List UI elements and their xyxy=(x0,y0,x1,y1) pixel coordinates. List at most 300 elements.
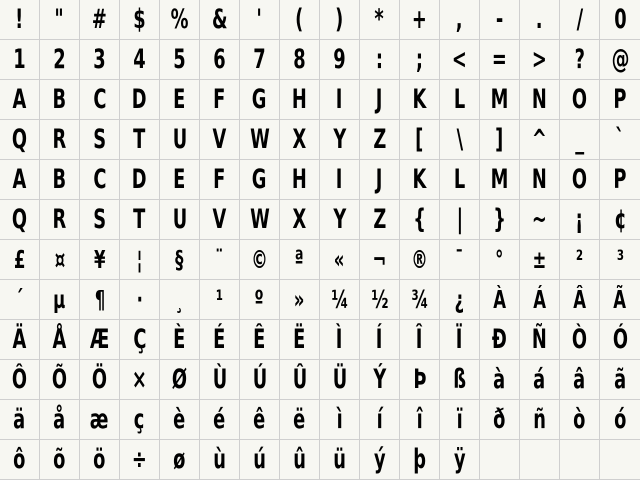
glyph-cell[interactable] xyxy=(280,280,320,320)
glyph: M xyxy=(490,164,509,195)
glyph-cell[interactable] xyxy=(0,0,40,40)
glyph-cell[interactable] xyxy=(160,440,200,480)
glyph: ? xyxy=(574,44,585,75)
glyph: X xyxy=(292,204,307,235)
glyph: W xyxy=(249,124,270,155)
glyph: » xyxy=(294,285,305,314)
glyph-cell[interactable] xyxy=(520,280,560,320)
glyph-cell[interactable] xyxy=(240,320,280,360)
glyph-cell[interactable] xyxy=(440,120,480,160)
glyph: é xyxy=(213,404,226,435)
glyph-cell[interactable] xyxy=(280,80,320,120)
glyph-cell[interactable] xyxy=(0,240,40,280)
glyph-cell[interactable] xyxy=(400,160,440,200)
glyph: á xyxy=(533,364,546,395)
glyph: T xyxy=(133,124,146,155)
glyph-cell[interactable] xyxy=(320,360,360,400)
glyph: A xyxy=(12,164,27,195)
glyph: & xyxy=(211,4,228,35)
glyph-cell[interactable] xyxy=(120,320,160,360)
glyph: , xyxy=(456,4,463,35)
glyph-cell[interactable] xyxy=(80,160,120,200)
glyph: 0 xyxy=(613,4,627,35)
glyph: P xyxy=(613,84,627,115)
glyph: Ç xyxy=(132,324,147,355)
glyph-cell[interactable] xyxy=(480,80,520,120)
glyph-cell[interactable] xyxy=(600,80,640,120)
glyph: ( xyxy=(295,4,304,35)
glyph-cell[interactable] xyxy=(80,440,120,480)
glyph-cell[interactable] xyxy=(320,80,360,120)
glyph: Ø xyxy=(171,364,188,395)
glyph-cell[interactable] xyxy=(240,360,280,400)
glyph-cell[interactable] xyxy=(560,0,600,40)
glyph-cell[interactable] xyxy=(440,320,480,360)
glyph-cell[interactable] xyxy=(120,440,160,480)
glyph-cell[interactable] xyxy=(200,0,240,40)
glyph-cell[interactable] xyxy=(480,120,520,160)
glyph: ë xyxy=(293,404,306,435)
glyph-cell[interactable] xyxy=(200,360,240,400)
glyph-cell[interactable] xyxy=(600,280,640,320)
glyph: Ù xyxy=(212,364,227,395)
glyph-cell[interactable] xyxy=(600,0,640,40)
glyph-cell[interactable] xyxy=(80,80,120,120)
glyph: A xyxy=(12,84,27,115)
glyph-cell[interactable] xyxy=(440,40,480,80)
glyph: ä xyxy=(13,404,26,435)
glyph-cell[interactable] xyxy=(440,240,480,280)
glyph-cell[interactable] xyxy=(320,40,360,80)
glyph-cell[interactable] xyxy=(80,0,120,40)
glyph-cell[interactable] xyxy=(160,360,200,400)
glyph-cell[interactable] xyxy=(400,440,440,480)
glyph: C xyxy=(92,84,107,115)
glyph: ÷ xyxy=(132,444,147,475)
glyph-cell[interactable] xyxy=(160,120,200,160)
glyph-cell[interactable] xyxy=(360,440,400,480)
glyph: Õ xyxy=(51,364,68,395)
glyph: ¾ xyxy=(410,285,429,314)
glyph-cell[interactable] xyxy=(480,320,520,360)
glyph: Ð xyxy=(492,324,507,355)
glyph-cell[interactable] xyxy=(280,200,320,240)
glyph-cell[interactable] xyxy=(120,40,160,80)
glyph-cell[interactable] xyxy=(320,0,360,40)
glyph-cell[interactable] xyxy=(120,400,160,440)
glyph-cell[interactable] xyxy=(480,440,520,480)
glyph-cell[interactable] xyxy=(240,440,280,480)
glyph-cell[interactable] xyxy=(80,360,120,400)
glyph-cell[interactable] xyxy=(560,160,600,200)
glyph: R xyxy=(52,124,67,155)
glyph: 9 xyxy=(333,44,346,75)
glyph: S xyxy=(93,204,106,235)
glyph: ¢ xyxy=(613,204,627,235)
glyph: T xyxy=(133,204,146,235)
glyph: â xyxy=(573,364,586,395)
glyph: L xyxy=(453,84,466,115)
glyph: ì xyxy=(336,404,343,435)
glyph-cell[interactable] xyxy=(160,40,200,80)
glyph: ¡ xyxy=(575,204,584,235)
glyph-cell[interactable] xyxy=(520,80,560,120)
glyph-cell[interactable] xyxy=(440,80,480,120)
glyph: _ xyxy=(575,124,584,155)
glyph-cell[interactable] xyxy=(480,280,520,320)
glyph-cell[interactable] xyxy=(200,160,240,200)
glyph-cell[interactable] xyxy=(400,320,440,360)
glyph-cell[interactable] xyxy=(80,240,120,280)
glyph-cell[interactable] xyxy=(280,120,320,160)
glyph-cell[interactable] xyxy=(480,240,520,280)
glyph-cell[interactable] xyxy=(320,160,360,200)
glyph-cell[interactable] xyxy=(0,40,40,80)
glyph-cell[interactable] xyxy=(120,360,160,400)
glyph-cell[interactable] xyxy=(400,0,440,40)
glyph: N xyxy=(532,84,547,115)
glyph-cell[interactable] xyxy=(560,200,600,240)
glyph-cell[interactable] xyxy=(600,400,640,440)
glyph-cell[interactable] xyxy=(480,40,520,80)
glyph-cell[interactable] xyxy=(400,240,440,280)
glyph-cell[interactable] xyxy=(600,360,640,400)
glyph-cell[interactable] xyxy=(200,240,240,280)
glyph-cell[interactable] xyxy=(560,120,600,160)
glyph-cell[interactable] xyxy=(80,40,120,80)
glyph: 2 xyxy=(53,44,66,75)
glyph-cell[interactable] xyxy=(240,160,280,200)
glyph: Ä xyxy=(12,324,27,355)
glyph-cell[interactable] xyxy=(560,440,600,480)
glyph: Ã xyxy=(613,285,627,314)
glyph-cell[interactable] xyxy=(440,160,480,200)
glyph-cell[interactable] xyxy=(560,240,600,280)
glyph-cell[interactable] xyxy=(0,80,40,120)
glyph-cell[interactable] xyxy=(160,280,200,320)
glyph: 4 xyxy=(133,44,146,75)
glyph-cell[interactable] xyxy=(280,240,320,280)
glyph: ! xyxy=(15,4,24,35)
glyph-cell[interactable] xyxy=(40,360,80,400)
glyph: Ó xyxy=(612,324,628,355)
glyph-cell[interactable] xyxy=(240,0,280,40)
glyph: ½ xyxy=(370,285,389,314)
glyph: Y xyxy=(333,204,346,235)
glyph-cell[interactable] xyxy=(400,200,440,240)
glyph-cell[interactable] xyxy=(160,80,200,120)
glyph: 6 xyxy=(213,44,226,75)
glyph-cell[interactable] xyxy=(440,200,480,240)
glyph-cell[interactable] xyxy=(240,40,280,80)
glyph: æ xyxy=(90,404,109,435)
glyph-cell[interactable] xyxy=(240,240,280,280)
glyph: U xyxy=(172,124,187,155)
glyph: Â xyxy=(573,285,586,314)
glyph-cell[interactable] xyxy=(160,200,200,240)
glyph-cell[interactable] xyxy=(560,400,600,440)
glyph: ¯ xyxy=(455,245,464,274)
glyph: ç xyxy=(134,404,145,435)
glyph-cell[interactable] xyxy=(200,80,240,120)
glyph-cell[interactable] xyxy=(200,400,240,440)
glyph-cell[interactable] xyxy=(520,400,560,440)
glyph: Í xyxy=(376,324,383,355)
glyph: Q xyxy=(11,124,28,155)
glyph-cell[interactable] xyxy=(0,120,40,160)
glyph: Y xyxy=(333,124,346,155)
glyph-cell[interactable] xyxy=(600,440,640,480)
glyph-cell[interactable] xyxy=(40,240,80,280)
glyph-cell[interactable] xyxy=(40,400,80,440)
glyph-cell[interactable] xyxy=(400,400,440,440)
glyph: « xyxy=(334,245,345,274)
glyph: : xyxy=(375,44,384,75)
glyph-cell[interactable] xyxy=(600,120,640,160)
glyph: { xyxy=(413,204,426,235)
glyph: M xyxy=(490,84,509,115)
glyph-cell[interactable] xyxy=(360,80,400,120)
glyph-cell[interactable] xyxy=(240,80,280,120)
glyph-cell[interactable] xyxy=(280,40,320,80)
glyph: Ú xyxy=(252,364,267,395)
glyph-cell[interactable] xyxy=(440,400,480,440)
glyph-cell[interactable] xyxy=(0,360,40,400)
glyph: ü xyxy=(333,444,346,475)
glyph: 3 xyxy=(93,44,106,75)
glyph: ó xyxy=(613,404,627,435)
glyph: Å xyxy=(52,324,67,355)
glyph-cell[interactable] xyxy=(160,0,200,40)
glyph: ê xyxy=(253,404,266,435)
glyph-cell[interactable] xyxy=(120,120,160,160)
glyph: C xyxy=(92,164,107,195)
glyph-cell[interactable] xyxy=(40,440,80,480)
glyph-cell[interactable] xyxy=(360,160,400,200)
glyph-cell[interactable] xyxy=(440,440,480,480)
glyph-cell[interactable] xyxy=(280,320,320,360)
glyph-cell[interactable] xyxy=(480,400,520,440)
glyph: î xyxy=(416,404,423,435)
glyph: è xyxy=(173,404,186,435)
glyph: ) xyxy=(335,4,344,35)
glyph-cell[interactable] xyxy=(360,360,400,400)
glyph: = xyxy=(492,44,507,75)
glyph-cell[interactable] xyxy=(480,200,520,240)
glyph-cell[interactable] xyxy=(440,280,480,320)
glyph-cell[interactable] xyxy=(160,400,200,440)
glyph: È xyxy=(173,324,186,355)
glyph: ¦ xyxy=(136,245,143,274)
glyph-cell[interactable] xyxy=(280,0,320,40)
glyph-cell[interactable] xyxy=(320,120,360,160)
glyph-cell[interactable] xyxy=(40,0,80,40)
glyph-cell[interactable] xyxy=(200,120,240,160)
glyph-cell[interactable] xyxy=(80,120,120,160)
glyph-cell[interactable] xyxy=(200,40,240,80)
glyph: ñ xyxy=(533,404,546,435)
glyph: G xyxy=(252,164,267,195)
glyph-cell[interactable] xyxy=(240,280,280,320)
glyph-cell[interactable] xyxy=(320,280,360,320)
glyph: ² xyxy=(575,245,584,274)
glyph-cell[interactable] xyxy=(360,200,400,240)
glyph-cell[interactable] xyxy=(160,160,200,200)
glyph: } xyxy=(493,204,506,235)
glyph: ' xyxy=(256,4,263,35)
glyph-cell[interactable] xyxy=(40,80,80,120)
glyph: $ xyxy=(133,4,146,35)
glyph-cell[interactable] xyxy=(600,40,640,80)
glyph: ¼ xyxy=(330,285,349,314)
glyph-cell[interactable] xyxy=(480,0,520,40)
glyph: | xyxy=(456,204,463,235)
glyph-cell[interactable] xyxy=(0,160,40,200)
glyph-cell[interactable] xyxy=(200,200,240,240)
glyph: Æ xyxy=(89,324,110,355)
glyph: J xyxy=(376,164,383,195)
glyph-cell[interactable] xyxy=(400,80,440,120)
glyph: O xyxy=(571,164,588,195)
glyph-cell[interactable] xyxy=(400,360,440,400)
glyph-cell[interactable] xyxy=(520,240,560,280)
glyph-cell[interactable] xyxy=(0,200,40,240)
glyph-cell[interactable] xyxy=(120,240,160,280)
glyph-cell[interactable] xyxy=(0,280,40,320)
glyph: ï xyxy=(456,404,463,435)
glyph-cell[interactable] xyxy=(200,440,240,480)
glyph-cell[interactable] xyxy=(480,160,520,200)
glyph: 8 xyxy=(293,44,306,75)
glyph-cell[interactable] xyxy=(520,40,560,80)
glyph-cell[interactable] xyxy=(0,440,40,480)
glyph-cell[interactable] xyxy=(80,280,120,320)
glyph-cell[interactable] xyxy=(40,40,80,80)
glyph-cell[interactable] xyxy=(80,320,120,360)
glyph-cell[interactable] xyxy=(320,320,360,360)
glyph-cell[interactable] xyxy=(440,360,480,400)
glyph-cell[interactable] xyxy=(320,440,360,480)
glyph-cell[interactable] xyxy=(240,200,280,240)
glyph-cell[interactable] xyxy=(360,120,400,160)
glyph: L xyxy=(453,164,466,195)
glyph: ã xyxy=(613,364,627,395)
glyph-cell[interactable] xyxy=(480,360,520,400)
glyph-cell[interactable] xyxy=(240,120,280,160)
glyph-cell[interactable] xyxy=(120,0,160,40)
glyph-cell[interactable] xyxy=(600,200,640,240)
glyph-cell[interactable] xyxy=(120,160,160,200)
glyph-cell[interactable] xyxy=(40,320,80,360)
glyph: ª xyxy=(294,245,305,274)
glyph-cell[interactable] xyxy=(400,40,440,80)
glyph-cell[interactable] xyxy=(160,240,200,280)
glyph-cell[interactable] xyxy=(360,0,400,40)
glyph-cell[interactable] xyxy=(600,320,640,360)
glyph: û xyxy=(293,444,306,475)
glyph-cell[interactable] xyxy=(560,40,600,80)
glyph: ß xyxy=(453,364,466,395)
glyph-cell[interactable] xyxy=(560,280,600,320)
glyph-cell[interactable] xyxy=(520,320,560,360)
glyph-cell[interactable] xyxy=(280,360,320,400)
glyph-cell[interactable] xyxy=(40,160,80,200)
glyph-cell[interactable] xyxy=(360,40,400,80)
glyph-cell[interactable] xyxy=(200,280,240,320)
glyph: À xyxy=(493,285,506,314)
glyph: P xyxy=(613,164,627,195)
glyph-cell[interactable] xyxy=(520,120,560,160)
glyph-cell[interactable] xyxy=(40,200,80,240)
glyph: ý xyxy=(373,444,386,475)
glyph-cell[interactable] xyxy=(360,240,400,280)
glyph-cell[interactable] xyxy=(320,400,360,440)
glyph-cell[interactable] xyxy=(40,120,80,160)
glyph-cell[interactable] xyxy=(320,240,360,280)
glyph: O xyxy=(571,84,588,115)
glyph: ø xyxy=(173,444,186,475)
glyph-cell[interactable] xyxy=(120,200,160,240)
glyph-cell[interactable] xyxy=(560,80,600,120)
glyph: R xyxy=(52,204,67,235)
glyph-cell[interactable] xyxy=(360,280,400,320)
glyph-cell[interactable] xyxy=(440,0,480,40)
glyph-cell[interactable] xyxy=(400,120,440,160)
glyph: B xyxy=(52,164,67,195)
glyph-cell[interactable] xyxy=(280,440,320,480)
glyph-cell[interactable] xyxy=(280,160,320,200)
glyph-cell[interactable] xyxy=(160,320,200,360)
glyph-cell[interactable] xyxy=(0,320,40,360)
glyph: [ xyxy=(415,124,424,155)
glyph-cell[interactable] xyxy=(600,240,640,280)
glyph: ¥ xyxy=(93,245,106,274)
glyph-cell[interactable] xyxy=(280,400,320,440)
glyph-cell[interactable] xyxy=(560,320,600,360)
glyph-cell[interactable] xyxy=(600,160,640,200)
glyph-cell[interactable] xyxy=(320,200,360,240)
glyph: " xyxy=(54,4,65,35)
glyph: F xyxy=(213,164,226,195)
glyph: U xyxy=(172,204,187,235)
glyph-cell[interactable] xyxy=(520,160,560,200)
glyph-cell[interactable] xyxy=(520,200,560,240)
glyph-cell[interactable] xyxy=(40,280,80,320)
glyph-cell[interactable] xyxy=(400,280,440,320)
glyph: Ò xyxy=(571,324,588,355)
glyph: - xyxy=(495,4,504,35)
glyph: Ý xyxy=(373,364,386,395)
glyph-cell[interactable] xyxy=(80,200,120,240)
glyph: © xyxy=(251,245,268,274)
glyph-cell[interactable] xyxy=(200,320,240,360)
glyph-cell[interactable] xyxy=(560,360,600,400)
glyph-cell[interactable] xyxy=(240,400,280,440)
glyph-cell[interactable] xyxy=(360,320,400,360)
glyph: \ xyxy=(456,124,463,155)
glyph-cell[interactable] xyxy=(520,440,560,480)
glyph-cell[interactable] xyxy=(80,400,120,440)
glyph: Ê xyxy=(253,324,266,355)
glyph-cell[interactable] xyxy=(520,360,560,400)
glyph-cell[interactable] xyxy=(0,400,40,440)
glyph-cell[interactable] xyxy=(520,0,560,40)
glyph: ù xyxy=(213,444,226,475)
glyph-cell[interactable] xyxy=(120,280,160,320)
glyph: 5 xyxy=(173,44,186,75)
glyph-cell[interactable] xyxy=(120,80,160,120)
glyph-cell[interactable] xyxy=(360,400,400,440)
